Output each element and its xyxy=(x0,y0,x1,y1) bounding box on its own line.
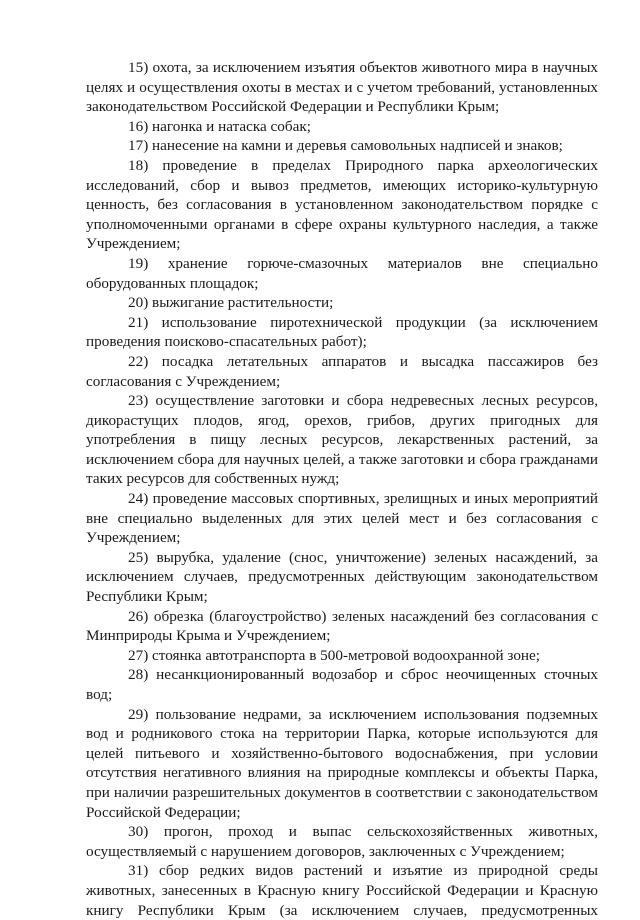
list-item-24: 24) проведение массовых спортивных, зрелищных и иных мероприятий вне специально выделенных для этих целей мест и без согласования с Учреждением; xyxy=(86,490,598,547)
list-item-22: 22) посадка летательных аппаратов и высадка пассажиров без согласования с Учреждением; xyxy=(86,352,598,390)
list-item-23: 23) осуществление заготовки и сбора недревесных лесных ресурсов, дикорастущих плодов, ягод, орехов, грибов, других пригодных для употребления в пищу лесных ресурсов, лекарственных растений, за исключением сбора для научных целей, а также заготовки и сбора гражданами таких ресурсов для собственных нужд; xyxy=(86,392,598,488)
list-item-21: 21) использование пиротехнической продукции (за исключением проведения поисково-спасательных работ); xyxy=(86,313,598,351)
list-item-25: 25) вырубка, удаление (снос, уничтожение) зеленых насаждений, за исключением случаев, предусмотренных действующим законодательством Республики Крым; xyxy=(86,548,598,606)
list-item-16: 16) нагонка и натаска собак; xyxy=(128,117,311,135)
list-item-15: 15) охота, за исключением изъятия объектов животного мира в научных целях и осуществления охоты в местах и с учетом требований, установленных законодательством Российской Федерации и Республики Крым; xyxy=(86,59,598,116)
list-item-27: 27) стоянка автотранспорта в 500-метровой водоохранной зоне; xyxy=(128,646,540,664)
list-item-26: 26) обрезка (благоустройство) зеленых насаждений без согласования с Минприроды Крыма и Учреждением; xyxy=(86,607,598,645)
list-item-17: 17) нанесение на камни и деревья самовольных надписей и знаков; xyxy=(128,137,563,155)
list-item-18: 18) проведение в пределах Природного парка археологических исследований, сбор и вывоз предметов, имеющих историко-культурную ценность, без согласования в установленном законодательством порядке с уполномоченными органами в сфере охраны культурного наследия, а также Учреждением; xyxy=(86,156,598,253)
list-item-29: 29) пользование недрами, за исключением использования подземных вод и родникового стока на территории Парка, которые используются для целей питьевого и хозяйственно-бытового водоснабжения, при условии отсутствия негативного влияния на природные комплексы и объекты Парка, при наличии разрешительных документов в соответствии с законодательством Российской Федерации; xyxy=(86,705,598,821)
document-page xyxy=(86,58,598,920)
list-item-30: 30) прогон, проход и выпас сельскохозяйственных животных, осуществляемый с нарушением договоров, заключенных с Учреждением; xyxy=(86,823,598,860)
list-item-20: 20) выжигание растительности; xyxy=(128,294,334,312)
list-item-19: 19) хранение горюче-смазочных материалов вне специально оборудованных площадок; xyxy=(86,254,598,292)
list-item-28: 28) несанкционированный водозабор и сброс неочищенных сточных вод; xyxy=(86,666,598,703)
list-item-31: 31) сбор редких видов растений и изъятие из природной среды животных, занесенных в Красную книгу Российской Федерации и Красную книгу Республики Крым (за исключением случаев, предусмотренных xyxy=(86,862,598,919)
